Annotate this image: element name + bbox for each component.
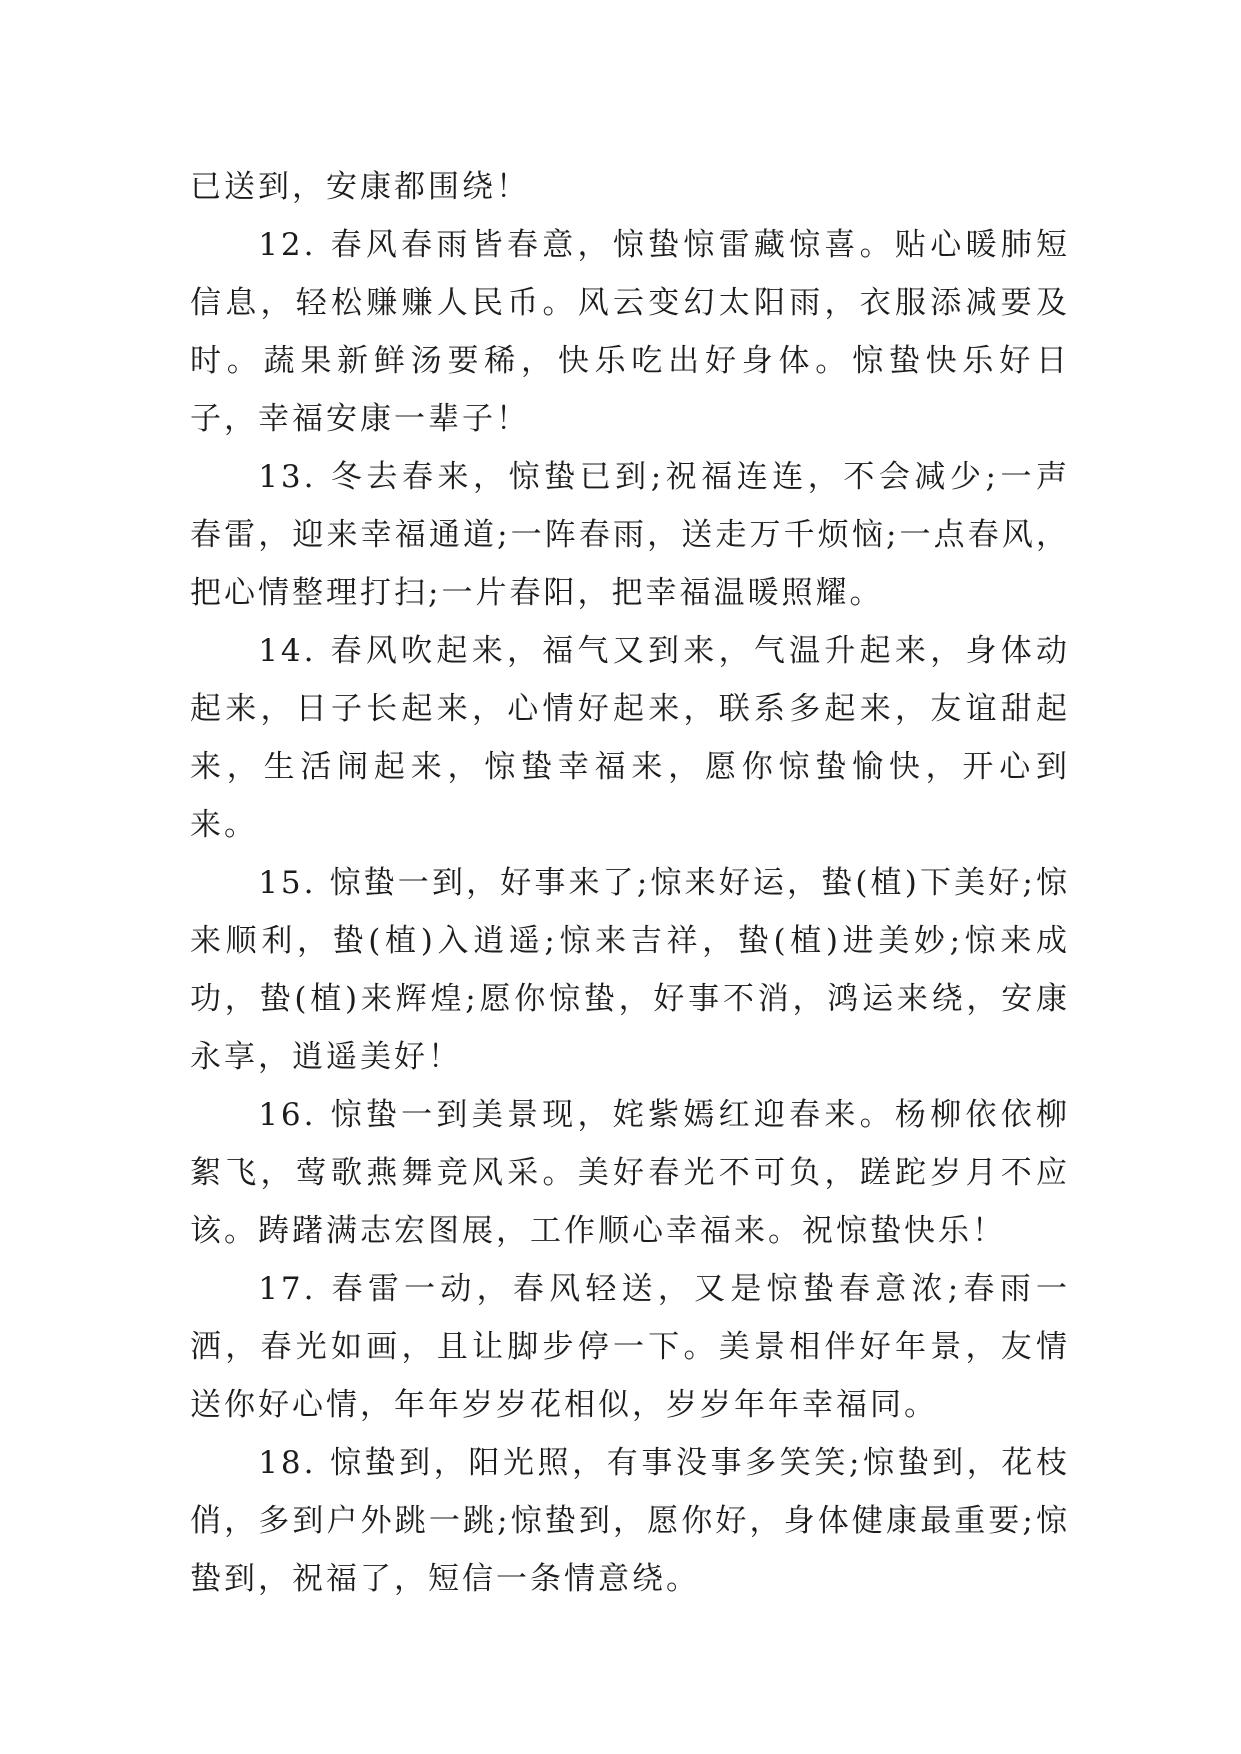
paragraph-item-16: 16. 惊蛰一到美景现，姹紫嫣红迎春来。杨柳依依柳絮飞，莺歌燕舞竞风采。美好春光不可负，蹉跎岁月不应该。踌躇满志宏图展，工作顺心幸福来。祝惊蛰快乐！ [190, 1097, 1070, 1249]
paragraph-item-17: 17. 春雷一动，春风轻送，又是惊蛰春意浓;春雨一洒，春光如画，且让脚步停一下。美景相伴好年景，友情送你好心情，年年岁岁花相似，岁岁年年幸福同。 [190, 1271, 1070, 1423]
document-body [190, 158, 1070, 1608]
paragraph-continuation: 已送到，安康都围绕！ [190, 169, 530, 205]
paragraph-item-14: 14. 春风吹起来，福气又到来，气温升起来，身体动起来，日子长起来，心情好起来，联系多起来，友谊甜起来，生活闹起来，惊蛰幸福来，愿你惊蛰愉快，开心到来。 [190, 633, 1070, 843]
paragraph-item-12: 12. 春风春雨皆春意，惊蛰惊雷藏惊喜。贴心暖肺短信息，轻松赚赚人民币。风云变幻太阳雨，衣服添减要及时。蔬果新鲜汤要稀，快乐吃出好身体。惊蛰快乐好日子，幸福安康一辈子！ [190, 227, 1070, 437]
paragraph-item-15: 15. 惊蛰一到，好事来了;惊来好运，蛰(植)下美好;惊来顺利，蛰(植)入逍遥;惊来吉祥，蛰(植)进美妙;惊来成功，蛰(植)来辉煌;愿你惊蛰，好事不消，鸿运来绕，安康永享，逍遥美好！ [190, 865, 1070, 1075]
paragraph-item-13: 13. 冬去春来，惊蛰已到;祝福连连，不会减少;一声春雷，迎来幸福通道;一阵春雨，送走万千烦恼;一点春风，把心情整理打扫;一片春阳，把幸福温暖照耀。 [190, 459, 1070, 611]
paragraph-item-18: 18. 惊蛰到，阳光照，有事没事多笑笑;惊蛰到，花枝俏，多到户外跳一跳;惊蛰到，愿你好，身体健康最重要;惊蛰到，祝福了，短信一条情意绕。 [190, 1445, 1070, 1597]
